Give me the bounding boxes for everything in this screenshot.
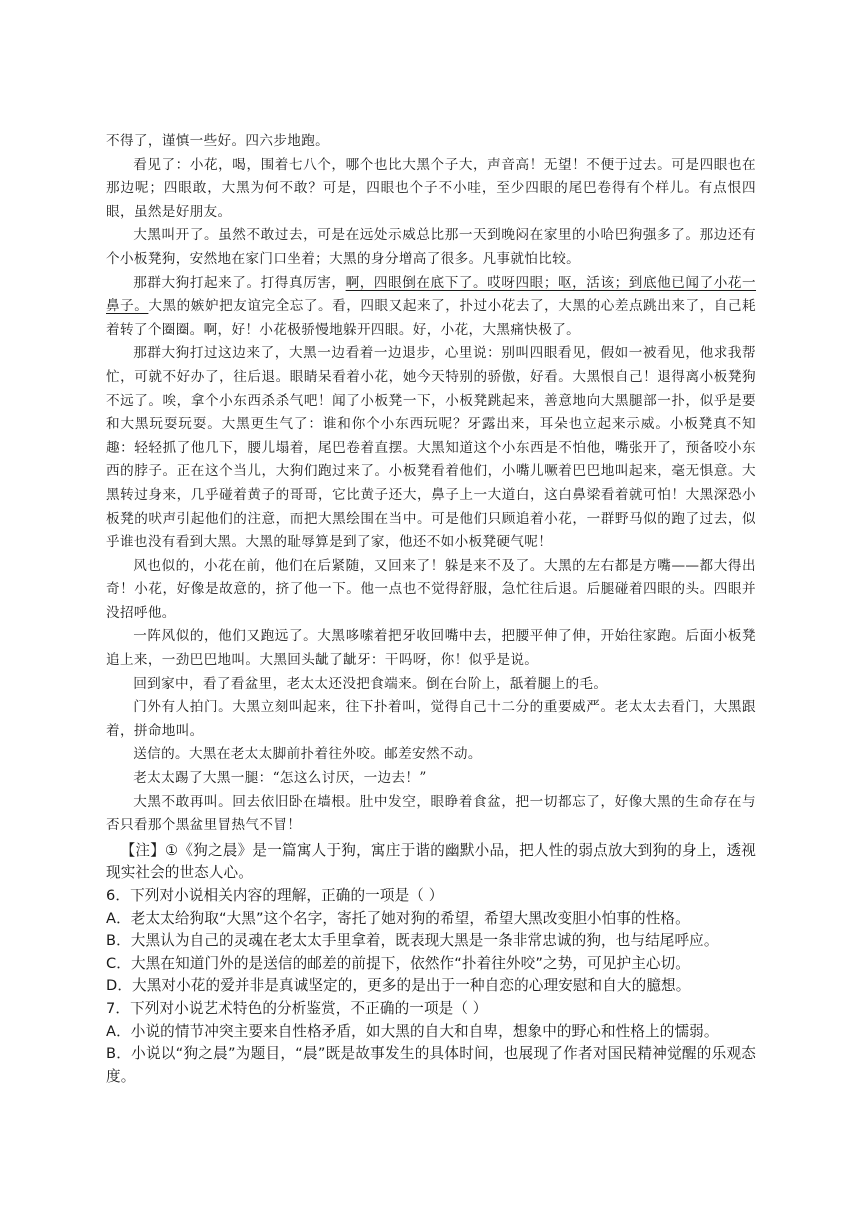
underlined-sentence: 啊，四眼倒在底下了。哎呀四眼；呕，活该；到底他已闻了小花一鼻子。 xyxy=(106,274,757,315)
story-paragraph: 大黑叫开了。虽然不敢过去，可是在远处示威总比那一天到晚闷在家里的小哈巴狗强多了。那边还有个小板凳狗，安然地在家门口坐着；大黑的身分增高了很多。凡事就怕比较。 xyxy=(106,227,756,267)
story-text xyxy=(106,130,756,838)
question-6-option-b: B．大黑认为自己的灵魂在老太太手里拿着，既表现大黑是一条非常忠诚的狗，也与结尾呼应。 xyxy=(106,932,719,950)
footnote-text: 【注】①《狗之晨》是一篇寓人于狗，寓庄于谐的幽默小品，把人性的弱点放大到狗的身上，透视现实社会的世态人心。 xyxy=(106,841,756,882)
story-paragraph: 门外有人拍门。大黑立刻叫起来，往下扑着叫，觉得自己十二分的重要威严。老太太去看门，大黑跟着，拼命地叫。 xyxy=(106,699,756,739)
story-paragraph: 一阵风似的，他们又跑远了。大黑哆嗦着把牙收回嘴中去，把腰平伸了伸，开始往家跑。后面小板凳追上来，一劲巴巴地叫。大黑回头龇了龇牙：干吗呀，你！似乎是说。 xyxy=(106,628,756,669)
question-list xyxy=(106,885,756,1088)
content-area xyxy=(106,130,756,1088)
question-7-stem: 7．下列对小说艺术特色的分析鉴赏，不正确的一项是（ ） xyxy=(106,999,488,1017)
question-6-stem: 6．下列对小说相关内容的理解，正确的一项是（ ） xyxy=(106,887,444,904)
story-paragraph: 不得了，谨慎一些好。四六步地跑。 xyxy=(106,133,330,149)
story-paragraph: 回到家中，看了看盆里，老太太还没把食端来。倒在台阶上，舐着腿上的毛。 xyxy=(133,675,608,692)
story-paragraph: 风也似的，小花在前，他们在后紧随，又回来了！躲是来不及了。大黑的左右都是方嘴——都大得出奇！小花，好像是故意的，挤了他一下。他一点也不觉得舒服，急忙往后退。后腿碰着四眼的头。四眼并没招呼他。 xyxy=(106,557,756,621)
story-paragraph: 那群大狗打过这边来了，大黑一边看着一边退步，心里说：别叫四眼看见，假如一被看见，他求我帮忙，可就不好办了，往后退。眼睛呆看着小花，她今天特别的骄傲，好看。大黑恨自己！退得离小板凳狗不远了。唉，拿个小东西杀杀气吧！闻了小板凳一下，小板凳跳起来，善意地向大黑腿部一扑，似乎是要和大黑玩耍玩耍。大黑更生气了：谁和你个小东西玩呢？牙露出来，耳朵也立起来示威。小板凳真不知趣：轻轻抓了他几下，腰儿塌着，尾巴卷着直摆。大黑知道这个小东西是不怕他，嘴张开了，预备咬小东西的脖子。正在这个当儿，大狗们跑过来了。小板凳看着他们，小嘴儿噘着巴巴地叫起来，毫无惧意。大黑转过身来，几乎碰着黄子的哥哥，它比黄子还大，鼻子上一大道白，这白鼻梁看着就可怕！大黑深恐小板凳的吠声引起他们的注意，而把大黑绘围在当中。可是他们只顾追着小花，一群野马似的跑了过去，似乎谁也没有看到大黑。大黑的耻辱算是到了家，他还不如小板凳硬气呢！ xyxy=(106,345,756,551)
story-paragraph: 送信的。大黑在老太太脚前扑着往外咬。邮差安然不动。 xyxy=(133,746,482,763)
story-text-run: 那群大狗打起来了。打得真厉害， xyxy=(133,274,346,291)
story-text-run: 大黑的嫉妒把友谊完全忘了。看，四眼又起来了，扑过小花去了，大黑的心差点跳出来了，自己耗着转了个圈圈。啊，好！小花极骄慢地躲开四眼。好，小花，大黑痛快极了。 xyxy=(106,298,756,338)
story-paragraph xyxy=(106,272,756,343)
story-paragraph: 看见了：小花，喝，围着七八个，哪个也比大黑个子大，声音高！无望！不便于过去。可是四眼也在那边呢；四眼敢，大黑为何不敢？可是，四眼也个子不小哇，至少四眼的尾巴卷得有个样儿。有点恨四眼，虽然是好朋友。 xyxy=(106,156,756,220)
footnote xyxy=(106,840,756,885)
question-6-option-a: A．老太太给狗取“大黑”这个名字，寄托了她对狗的希望，希望大黑改变胆小怕事的性格。 xyxy=(106,909,690,927)
question-7-option-b: B．小说以“狗之晨”为题目，“晨”既是故事发生的具体时间，也展现了作者对国民精神觉醒的乐观态度。 xyxy=(106,1045,756,1085)
story-paragraph: 老太太踢了大黑一腿：“怎这么讨厌，一边去！” xyxy=(133,770,427,787)
question-6-option-d: D．大黑对小花的爱并非是真诚坚定的，更多的是出于一种自恋的心理安慰和自大的臆想。 xyxy=(106,977,691,995)
question-7-option-a: A．小说的情节冲突主要来自性格矛盾，如大黑的自大和自卑，想象中的野心和性格上的懦弱。 xyxy=(106,1022,719,1040)
question-6-option-c: C．大黑在知道门外的是送信的邮差的前提下，依然作“扑着往外咬”之势，可见护主心切。 xyxy=(106,954,690,972)
story-paragraph: 大黑不敢再叫。回去依旧卧在墙根。肚中发空，眼睁着食盆，把一切都忘了，好像大黑的生命存在与否只看那个黑盆里冒热气不冒！ xyxy=(106,793,756,834)
